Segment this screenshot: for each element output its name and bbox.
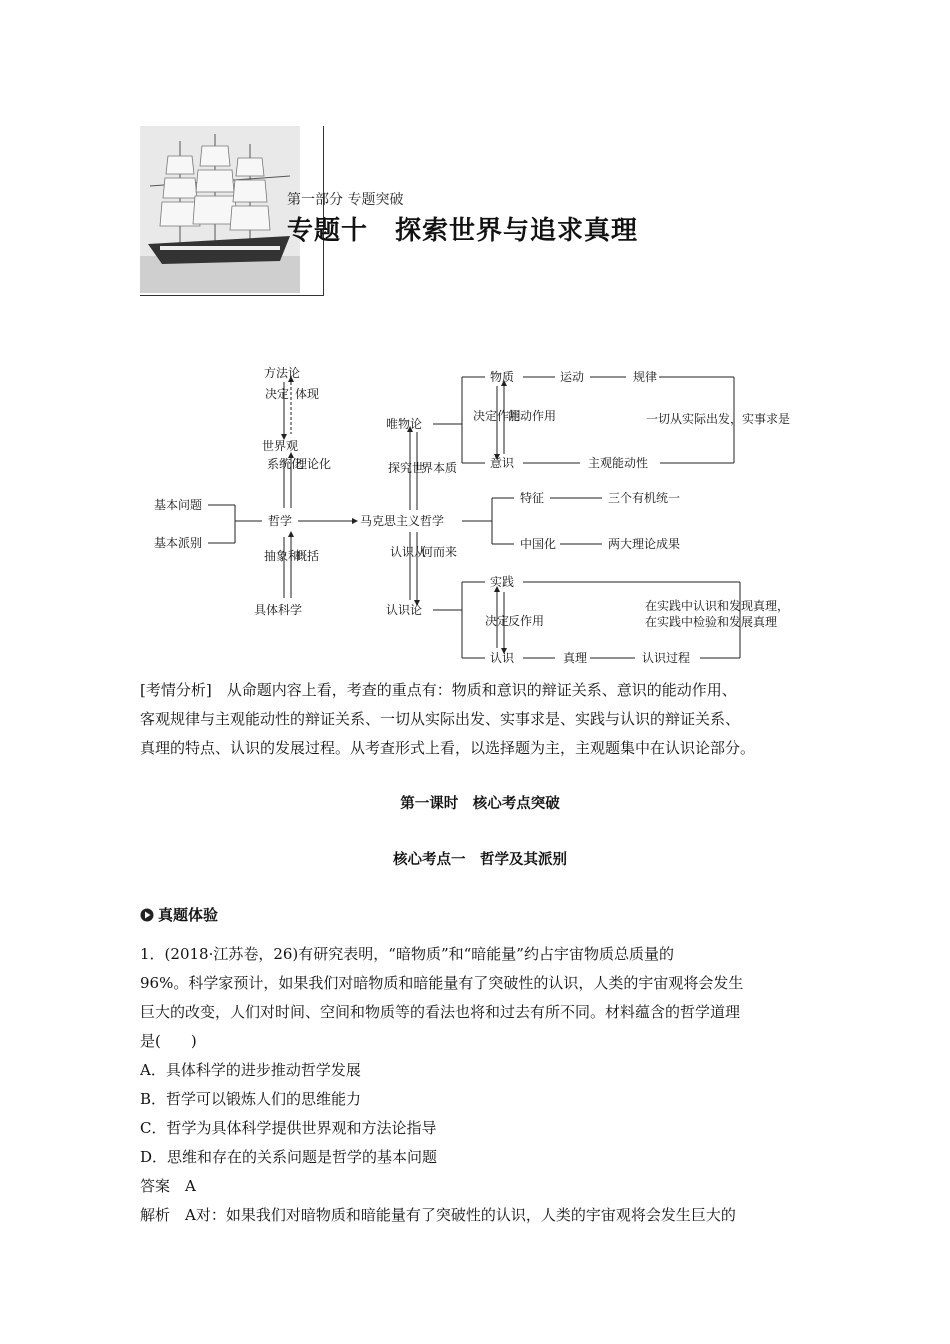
question-line: 1．(2018·江苏卷，26)有研究表明，“暗物质”和“暗能量”约占宇宙物质总质量的 [140, 945, 674, 963]
question-line: 96%。科学家预计，如果我们对暗物质和暗能量有了突破性的认识，人类的宇宙观将会发生 [140, 974, 744, 992]
diagram-yishi: 意识 [490, 456, 515, 470]
play-circle-icon [140, 908, 154, 922]
option-b: B．哲学可以锻炼人们的思维能力 [140, 1090, 362, 1108]
diagram-zhongguohua: 中国化 [520, 537, 557, 551]
diagram-sange: 三个有机统一 [608, 491, 681, 505]
lesson-heading: 第一课时 核心考点突破 [400, 796, 560, 812]
question-stem [140, 940, 820, 1230]
section-label: 真题体验 [158, 906, 219, 924]
diagram-renshicong: 认识从 [390, 545, 427, 559]
option-d: D．思维和存在的关系问题是哲学的基本问题 [140, 1148, 438, 1166]
diagram-zhexue: 哲学 [268, 514, 293, 528]
diagram-renshi2: 认识 [490, 651, 515, 665]
diagram-guilv: 规律 [633, 370, 658, 384]
diagram-nengdongzuoyong: 能动作用 [508, 409, 557, 423]
diagram-renshilun: 认识论 [386, 603, 423, 617]
diagram-tanjiushijie: 探究世 [388, 461, 425, 475]
diagram-shijieguan: 世界观 [262, 439, 299, 453]
option-a: A．具体科学的进步推动哲学发展 [140, 1061, 361, 1079]
diagram-juedingzuoyong: 决定作用 [473, 409, 522, 423]
answer-line: 答案 A [140, 1177, 196, 1195]
page-title: 专题十 探索世界与追求真理 [287, 216, 639, 246]
diagram-renshiguocheng: 认识过程 [642, 651, 691, 665]
diagram-yundong: 运动 [560, 370, 585, 384]
analysis-paragraph [140, 676, 820, 763]
knowledge-structure-diagram [140, 360, 820, 670]
question-line: 巨大的改变，人们对时间、空间和物质等的看法也将和过去有所不同。材料蕴含的哲学道理 [140, 1003, 741, 1021]
diagram-weiwulun: 唯物论 [386, 417, 423, 431]
option-c: C．哲学为具体科学提供世界观和方法论指导 [140, 1119, 437, 1137]
diagram-lianda: 两大理论成果 [608, 537, 681, 551]
diagram-lilunhua: 理论化 [295, 457, 332, 471]
diagram-gaikuo: 概括 [295, 549, 320, 563]
diagram-shijian: 实践 [490, 575, 515, 589]
diagram-tixian: 体现 [295, 387, 320, 401]
section-heading [140, 904, 218, 925]
diagram-makesi: 马克思主义哲学 [360, 514, 445, 528]
diagram-fangfalun: 方法论 [264, 366, 301, 380]
diagram-wuzhi: 物质 [490, 370, 515, 384]
diagram-zhenli: 真理 [563, 651, 588, 665]
diagram-yiqie: 一切从实际出发，实事求是 [646, 412, 791, 426]
explanation-line: 解析 A对：如果我们对暗物质和暗能量有了突破性的认识，人类的宇宙观将会发生巨大的 [140, 1206, 736, 1224]
diagram-fanzuoyong: 反作用 [508, 614, 545, 628]
kaodian-heading: 核心考点一 哲学及其派别 [393, 852, 567, 868]
sailing-ship-image [140, 126, 300, 293]
analysis-line: 客观规律与主观能动性的辩证关系、一切从实际出发、实事求是、实践与认识的辩证关系、 [140, 710, 741, 728]
analysis-line: 真理的特点、认识的发展过程。从考查形式上看，以选择题为主，主观题集中在认识论部分。 [140, 739, 756, 757]
diagram-zhuguan: 主观能动性 [588, 456, 649, 470]
diagram-jibenwenti: 基本问题 [154, 498, 203, 512]
diagram-hererlai: 何而来 [421, 545, 458, 559]
part-label: 第一部分 专题突破 [287, 192, 404, 208]
diagram-jueding: 决定 [265, 387, 290, 401]
diagram-zaishijian2: 在实践中检验和发展真理 [645, 615, 778, 629]
diagram-jiebenzhi: 界本质 [421, 461, 458, 475]
diagram-jibenpaibie: 基本派别 [154, 536, 203, 550]
question-line: 是( ) [140, 1032, 197, 1050]
diagram-xitonghua: 系统化 [267, 457, 304, 471]
diagram-jueding2: 决定 [485, 614, 510, 628]
diagram-tezheng: 特征 [520, 491, 545, 505]
diagram-zaishijian1: 在实践中认识和发现真理， [645, 599, 790, 613]
analysis-line: [考情分析] 从命题内容上看，考查的重点有：物质和意识的辩证关系、意识的能动作用、 [140, 681, 737, 699]
diagram-jutikexue: 具体科学 [254, 603, 303, 617]
diagram-chouxianghe: 抽象和 [264, 549, 301, 563]
